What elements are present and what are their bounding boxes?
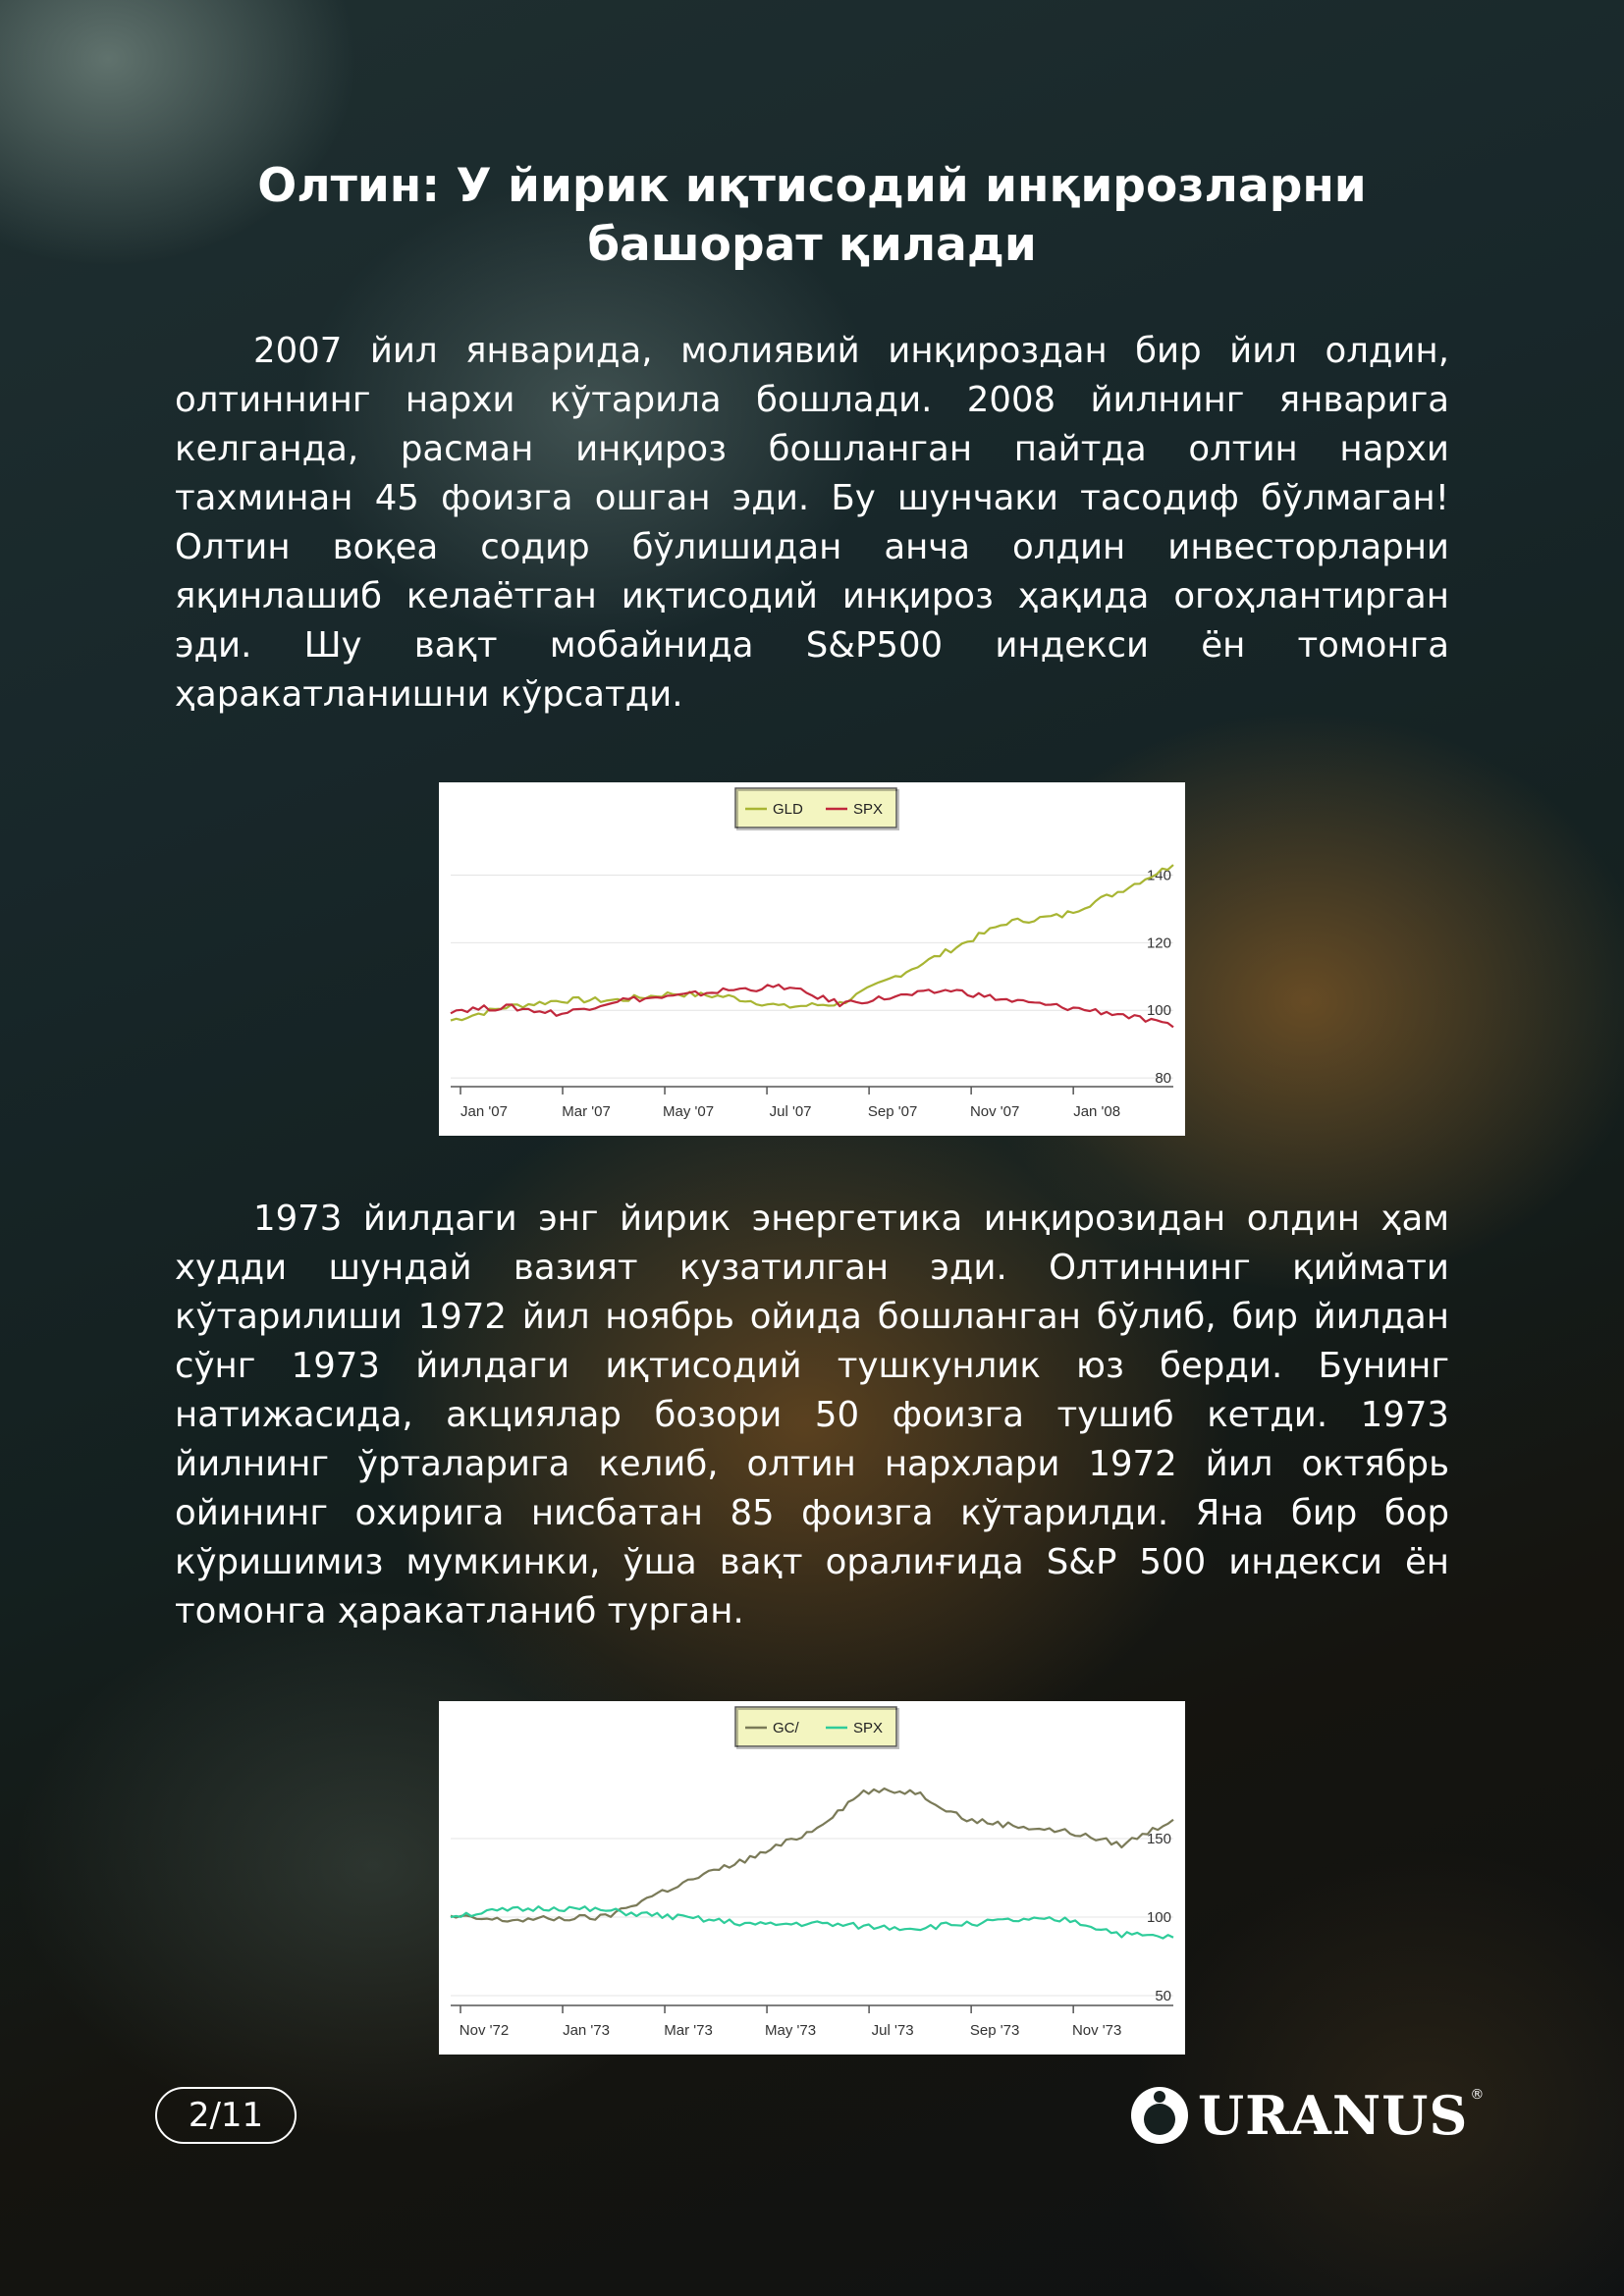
y-tick-label: 100 (1146, 1002, 1171, 1020)
y-tick-label: 140 (1146, 867, 1171, 884)
y-tick-label: 100 (1146, 1909, 1171, 1926)
x-tick-label: Jan '07 (460, 1103, 508, 1120)
chart-svg-1 (439, 782, 1185, 1136)
y-tick-label: 50 (1155, 1988, 1171, 2004)
paragraph-2007-crisis: 2007 йил январида, молиявий инқироздан бир йил олдин, олтиннинг нархи кўтарила бошлади. 2008 йилнинг январига келганда, расман инқироз бошланган пайтда олтин нархи тахминан 45 фоизга ошган эди. Бу шунчаки тасодиф бўлмаган! Олтин воқеа содир бўлишидан анча олдин инвесторларни яқинлашиб келаётган иқтисодий инқироз ҳақида огоҳлантирган эди. Шу вақт мобайнида S&P500 индекси ён томонга ҳаракатланишни кўрсатди. (175, 331, 1449, 715)
x-tick-label: Sep '73 (969, 2022, 1020, 2039)
legend-label: GC/ (773, 1720, 799, 1736)
x-tick-label: May '07 (663, 1103, 715, 1120)
x-tick-label: Mar '07 (562, 1103, 611, 1120)
y-tick-label: 120 (1146, 934, 1171, 952)
uranus-logo (1129, 2083, 1484, 2148)
series-line-spx (451, 1906, 1173, 1938)
x-tick-label: Jul '07 (769, 1103, 812, 1120)
x-tick-label: Nov '73 (1071, 2022, 1122, 2039)
series-line-gc (451, 1789, 1173, 1922)
page-title: Олтин: У йирик иқтисодий инқирозларни башорат қилади (257, 159, 1367, 272)
x-tick-label: Mar '73 (664, 2022, 713, 2039)
x-tick-label: Nov '72 (459, 2022, 510, 2039)
x-tick-label: Jan '08 (1073, 1103, 1121, 1120)
x-tick-label: Nov '07 (969, 1103, 1020, 1120)
y-tick-label: 80 (1155, 1070, 1171, 1088)
chart-svg-2 (439, 1701, 1185, 2055)
x-tick-label: Jul '73 (871, 2022, 914, 2039)
page-number-badge: 2/11 (155, 2087, 297, 2144)
chart-gld-vs-spx (439, 782, 1185, 1136)
y-tick-label: 150 (1146, 1831, 1171, 1847)
x-tick-label: Sep '07 (867, 1103, 918, 1120)
uranus-logo-icon (1129, 2085, 1190, 2146)
chart-legend (735, 1707, 898, 1748)
chart-legend (735, 788, 898, 829)
logo-registered-mark: ® (1470, 2087, 1485, 2103)
x-tick-label: May '73 (765, 2022, 817, 2039)
chart-gc-vs-spx (439, 1701, 1185, 2055)
paragraph-1973-crisis: 1973 йилдаги энг йирик энергетика инқирозидан олдин ҳам худди шундай вазият кузатилган эди. Олтиннинг қиймати кўтарилиши 1972 йил ноябрь ойида бошланган бўлиб, бир йилдан сўнг 1973 йилдаги иқтисодий тушкунлик юз берди. Бунинг натижасида, акциялар бозори 50 фоизга тушиб кетди. 1973 йилнинг ўрталарига келиб, олтин нархлари 1972 йил октябрь ойининг охирига нисбатан 85 фоизга кўтарилди. Яна бир бор кўришимиз мумкинки, ўша вақт оралиғида S&P 500 индекси ён томонга ҳаракатланиб турган. (175, 1199, 1449, 1631)
legend-label: SPX (853, 801, 884, 818)
x-tick-label: Jan '73 (563, 2022, 610, 2039)
legend-label: GLD (773, 801, 803, 818)
series-line-spx (451, 985, 1173, 1027)
legend-label: SPX (853, 1720, 884, 1736)
logo-text: URANUS (1198, 2084, 1469, 2147)
